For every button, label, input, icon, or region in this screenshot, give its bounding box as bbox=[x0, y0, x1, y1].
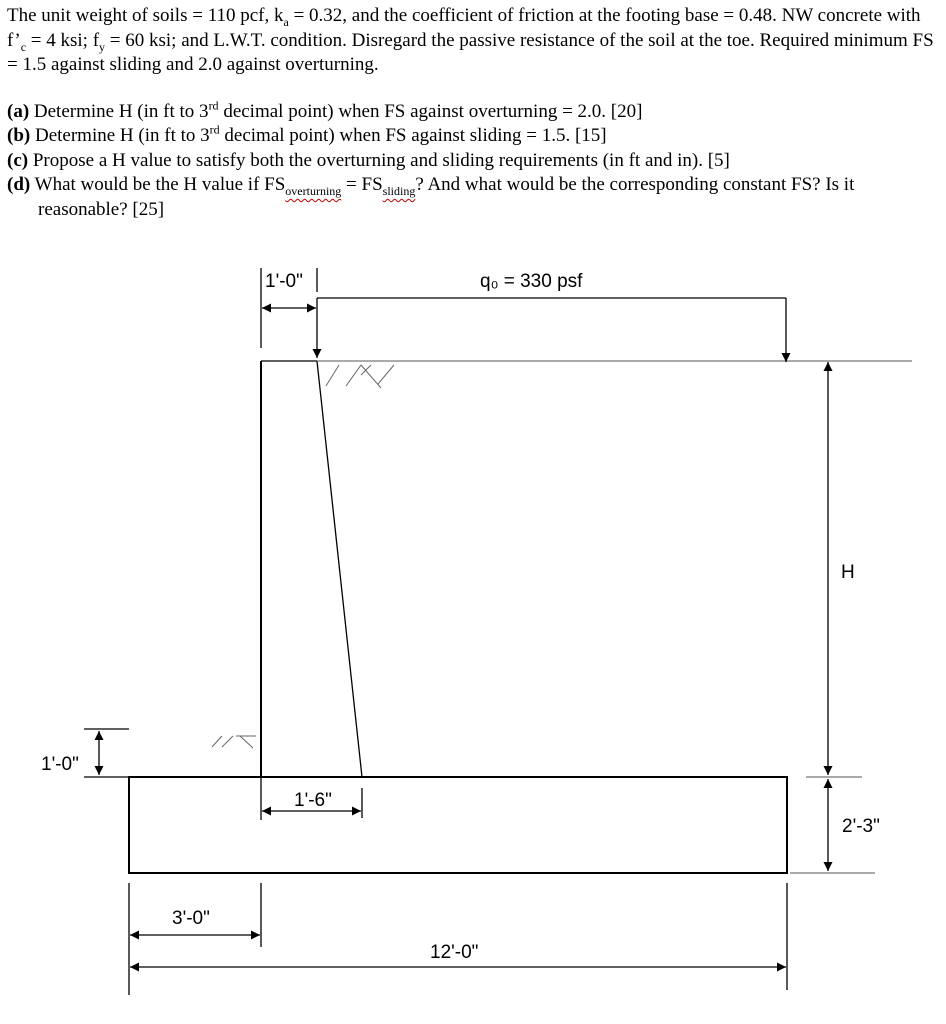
part-b-label: (b) bbox=[7, 125, 31, 146]
surcharge-label: q₀ = 330 psf bbox=[480, 271, 583, 292]
part-d-text-2: = FS bbox=[341, 174, 383, 195]
footing-width-label: 12'-0" bbox=[430, 942, 479, 963]
toe-soil-hatch bbox=[212, 736, 256, 748]
part-b-text-1: Determine H (in ft to 3 bbox=[30, 125, 210, 146]
stem-base-width-label: 1'-6" bbox=[294, 790, 332, 811]
part-c-text: Propose a H value to satisfy both the overturning and sliding requirements (in ft and in). [5] bbox=[28, 149, 730, 171]
backfill-soil-hatch bbox=[326, 365, 394, 388]
part-d-label: (d) bbox=[7, 174, 31, 195]
toe-length-dimension bbox=[129, 883, 261, 995]
stem-back-face bbox=[317, 361, 362, 777]
subscript-y: y bbox=[99, 39, 106, 54]
given-text-4: = 4 ksi; f bbox=[26, 29, 100, 51]
toe-depth-label: 1'-0" bbox=[41, 754, 79, 775]
part-a-sup: rd bbox=[208, 98, 219, 113]
height-dimension bbox=[790, 362, 875, 873]
given-text-5: = 60 ksi; and L.W.T. condition. Disregard the passive resistance of the soil at the toe. Required minimum FS = 1.5 against sliding and 2.0 against overturning. bbox=[7, 29, 934, 75]
given-text-2: = 0.32, and the coefficient of friction at the footing base = 0.48. bbox=[288, 5, 777, 26]
given-text-3: NW concrete with f’ bbox=[7, 5, 921, 51]
stem-top-width-label: 1'-0" bbox=[265, 271, 303, 292]
toe-depth-dimension bbox=[84, 729, 129, 777]
part-d-sub-sliding: sliding bbox=[382, 183, 416, 198]
given-text-1: The unit weight of soils = 110 pcf, k bbox=[7, 5, 284, 26]
part-d-sub-overturning: overturning bbox=[285, 183, 342, 198]
part-a-text-2: decimal point) when FS against overturning = 2.0. [20] bbox=[218, 100, 643, 122]
part-d-text-1: What would be the H value if FS bbox=[30, 174, 286, 195]
part-c-label: (c) bbox=[7, 149, 29, 171]
wall-height-label: H bbox=[841, 562, 855, 583]
footing bbox=[129, 777, 787, 873]
subscript-a: a bbox=[283, 14, 289, 29]
footing-thickness-label: 2'-3" bbox=[842, 816, 880, 837]
footing-width-dimension bbox=[130, 883, 787, 990]
part-a-label: (a) bbox=[7, 100, 30, 122]
surcharge-load bbox=[317, 298, 786, 362]
part-b-sup: rd bbox=[209, 122, 220, 137]
part-d-text-3: ? And what would be the corresponding constant FS? Is it reasonable? [25] bbox=[38, 174, 855, 220]
toe-length-label: 3'-0" bbox=[172, 908, 210, 929]
subscript-c: c bbox=[20, 39, 27, 54]
part-a-text-1: Determine H (in ft to 3 bbox=[29, 100, 209, 122]
part-b-text-2: decimal point) when FS against sliding = 1.5. [15] bbox=[219, 125, 607, 146]
